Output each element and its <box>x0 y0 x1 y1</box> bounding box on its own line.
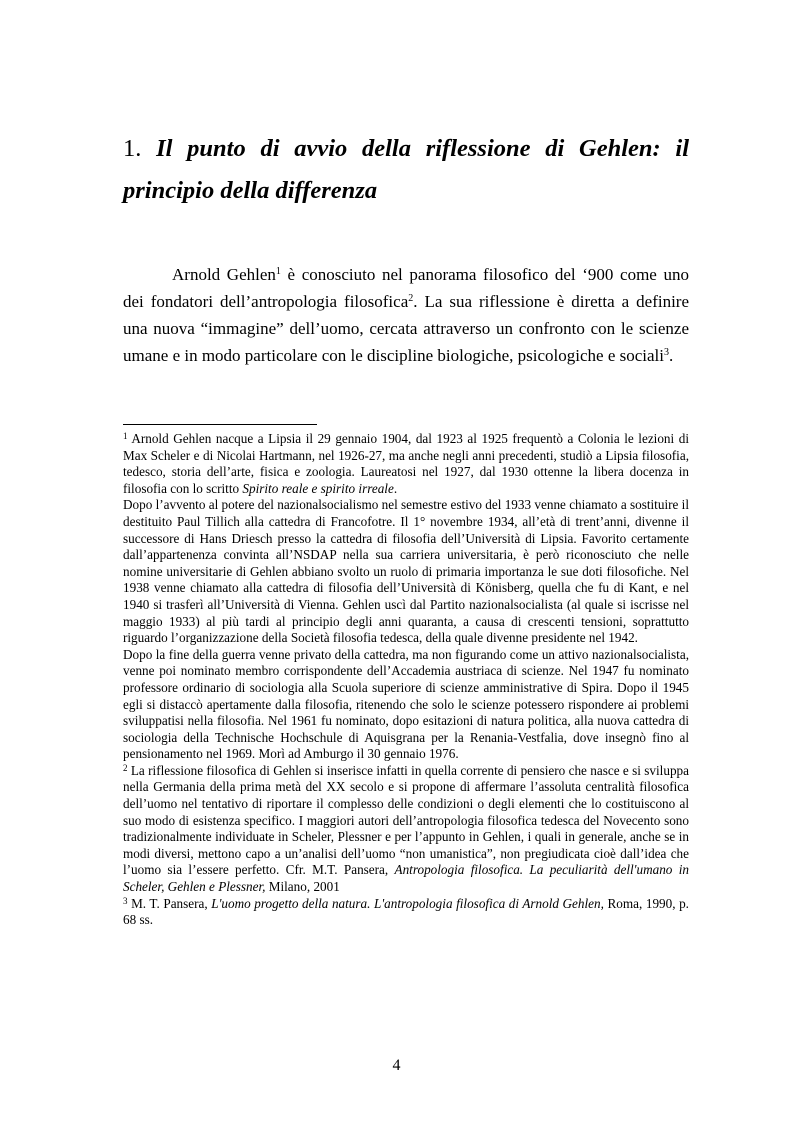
body-text-run: . <box>669 346 674 365</box>
footnote-text: Arnold Gehlen nacque a Lipsia il 29 gennaio 1904, dal 1923 al 1925 frequentò a Colonia le lezioni di Max Scheler e di Nicolai Hartmann, nel 1926-27, ma anche negli anni precedenti, studiò a Lipsia filosofia, tedesco, storia dell’arte, fisica e zoologia. Laureatosi nel 1927, dal 1930 ottenne la libera docenza in filosofia con lo scritto <box>123 431 689 496</box>
body-paragraph <box>123 261 689 369</box>
page-number: 4 <box>392 1057 401 1074</box>
footnote-ref-2[interactable]: 2 <box>408 293 414 304</box>
footnote-text: La riflessione filosofica di Gehlen si inserisce infatti in quella corrente di pensiero che nasce e si sviluppa nella Germania della prima metà del XX secolo e si propone di affermare l’assoluta centralità filosofica dell’uomo nel tentativo di riportare il complesso delle condizioni o degli elementi che lo costituiscono al suo modo di esistenza specifico. I maggiori autori dell’antropologia filosofica tedesca del Novecento sono tradizionalmente individuate in Scheler, Plessner e per l’appunto in Gehlen, i quali in generale, anche se in modi diversi, mettono capo a un’analisi dell’uomo “non umanistica”, non pregiudicata cioè dall’idea che l’uomo sia l’essere perfetto. Cfr. M.T. Pansera, <box>123 762 689 878</box>
book-title: Antropologia filosofica. La peculiarità dell'umano in Scheler, Gehlen e Plessner, <box>123 862 689 895</box>
footnote-text: Roma, 1990, p. 68 ss. <box>123 895 689 928</box>
chapter-title: Il punto di avvio della riflessione di Gehlen: il principio della differenza <box>123 135 690 204</box>
chapter-heading <box>123 128 689 212</box>
book-title: L'uomo progetto della natura. L'antropologia filosofica di Arnold Gehlen, <box>211 895 604 911</box>
footnote-ref-1[interactable]: 1 <box>275 266 281 277</box>
footnote-text: Milano, 2001 <box>265 879 340 895</box>
body-text-run: è conosciuto nel panorama filosofico del ‘900 come uno dei fondatori dell’antropologia filosofica <box>123 265 689 311</box>
footnote-ref-3[interactable]: 3 <box>664 347 669 358</box>
book-title: Spirito reale e spirito irreale <box>242 480 394 496</box>
footnote-number: 3 <box>123 895 128 906</box>
footnote-text: M. T. Pansera, <box>127 895 212 911</box>
footnotes <box>123 431 689 929</box>
body-text-run: . La sua riflessione è diretta a definire una nuova “immagine” dell’uomo, cercata attraverso un confronto con le scienze umane e in modo particolare con le discipline biologiche, psicologiche e sociali <box>123 292 690 365</box>
footnote-1 <box>123 431 689 497</box>
body-text-run: Arnold Gehlen <box>172 265 276 284</box>
footnote-2 <box>123 763 689 896</box>
chapter-number: 1. <box>123 135 142 162</box>
footnote-number: 1 <box>123 431 128 441</box>
footnote-number: 2 <box>123 762 128 773</box>
footnote-1-continuation: Dopo la fine della guerra venne privato della cattedra, ma non figurando come un attivo nazionalsocialista, venne poi nominato membro corrispondente dell’Accademia austriaca di scienze. Nel 1947 fu nominato professore ordinario di sociologia alla Scuola superiore di scienze amministrative di Spira. Dopo il 1945 egli si distaccò apertamente dalla filosofia, ritenendo che solo le scienze potessero rispondere ai problemi sviluppatisi nella filosofia. Nel 1961 fu nominato, dopo esitazioni di natura politica, alla nuova cattedra di sociologia della Technische Hochschule di Aquisgrana per la Renania-Vestfalia, dove insegnò fino al pensionamento nel 1969. Morì ad Amburgo il 30 gennaio 1976. <box>123 646 689 762</box>
footnote-1-continuation: Dopo l’avvento al potere del nazionalsocialismo nel semestre estivo del 1933 venne chiamato a sostituire il destituito Paul Tillich alla cattedra di Francofotre. Il 1° novembre 1934, all’età di trent’anni, divenne il successore di Hans Driesch presso la cattedra di filosofia dell’Università di Lipsia. Favorito certamente dall’appartenenza convinta all’NSDAP nella sua carriera universitaria, è però riconosciuto che nelle nomine universitarie di Gehlen abbiano svolto un ruolo di primaria importanza le sue doti filosofiche. Nel 1938 venne chiamato alla cattedra di filosofia dell’Università di Könisberg, quella che fu di Kant, e nel 1940 si trasferì all’Università di Vienna. Gehlen uscì dal Partito nazionalsocialista (al quale si iscrisse nel maggio 1933) al più tardi al principio degli anni quaranta, a causa di crescenti tensioni, soprattutto riguardo l’organizzazione della Società filosofia tedesca, della quale divenne presidente nel 1942. <box>123 497 689 646</box>
footnote-separator <box>123 424 317 425</box>
footnote-3 <box>123 896 689 929</box>
footnote-text: . <box>393 480 398 496</box>
